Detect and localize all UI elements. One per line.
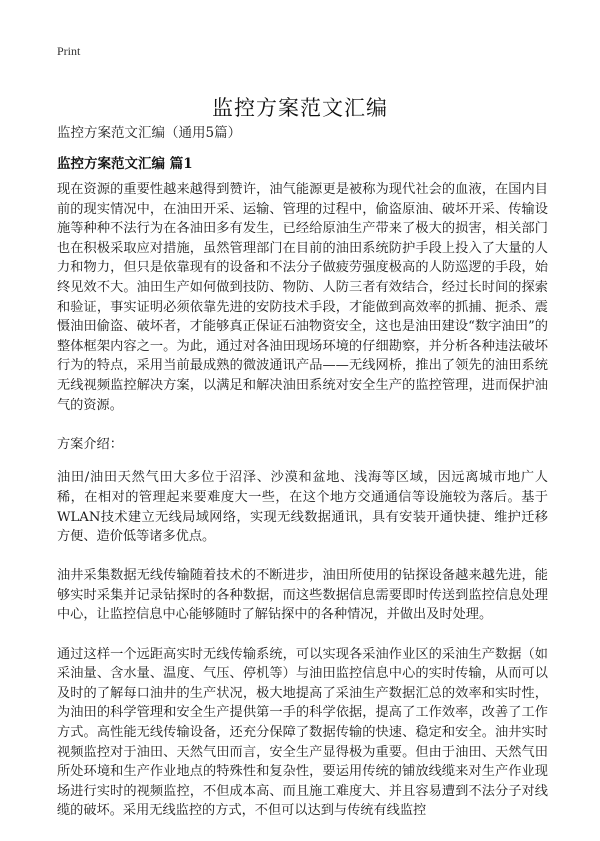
paragraph-data-transmission: 油井采集数据无线传输随着技术的不断进步，油田所使用的钻探设备越来越先进，能够实时采集并记录钻探时的各种数据，而这些数据信息需要即时传送到监控信息处理中心，让监控信息中心能够随时了解钻探中的各种情况，并做出及时处理。 (57, 568, 548, 623)
document-subtitle: 监控方案范文汇编（通用5篇） (57, 125, 242, 141)
print-link[interactable]: Print (57, 44, 81, 58)
section-heading: 监控方案范文汇编 篇1 (57, 156, 193, 172)
document-body (57, 180, 548, 841)
paragraph-plan-label: 方案介绍： (57, 436, 123, 452)
document-title: 监控方案范文汇编 (212, 96, 388, 121)
paragraph-intro: 现在资源的重要性越来越得到赞许，油气能源更是被称为现代社会的血液，在国内目前的现实情况中，在油田开采、运输、管理的过程中，偷盗原油、破坏开采、传输设施等种种不法行为在各油田多有发生，已经给原油生产带来了极大的损害，相关部门也在积极采取应对措施，虽然管理部门在目前的油田系统防护手段上投入了大量的人力和物力，但只是依靠现有的设备和不法分子做疲劳强度极高的人防巡逻的手段，始终见效不大。油田生产如何做到技防、物防、人防三者有效结合，经过长时间的探索和验证，事实证明必须依靠先进的安防技术手段，才能做到高效率的抓捕、扼杀、震慑油田偷盗、破坏者，才能够真正保证石油物资安全，这也是油田建设“数字油田”的整体框架内容之一。为此，通过对各油田现场环境的仔细勘察，并分析各种违法破坏行为的特点，采用当前最成熟的微波通讯产品——无线网桥，推出了领先的油田系统无线视频监控解决方案，以满足和解决油田系统对安全生产的监控管理，进而保护油气的资源。 (57, 182, 548, 413)
paragraph-location: 油田/油田天然气田大多位于沼泽、沙漠和盆地、浅海等区域，因远离城市地广人稀，在相对的管理起来要难度大一些，在这个地方交通通信等设施较为落后。基于WLAN技术建立无线局域网络，实现无线数据通讯，具有安装开通快捷、维护迁移方便、造价低等诸多优点。 (57, 470, 548, 545)
paragraph-realtime-system: 通过这样一个远距高实时无线传输系统，可以实现各采油作业区的采油生产数据（如采油量、含水量、温度、气压、停机等）与油田监控信息中心的实时传输，从而可以及时的了解每口油井的生产状况，极大地提高了采油生产数据汇总的效率和实时性，为油田的科学管理和安全生产提供第一手的科学依据，提高了工作效率，改善了工作方式。高性能无线传输设备，还充分保障了数据传输的快速、稳定和安全。油井实时视频监控对于油田、天然气田而言，安全生产显得极为重要。但由于油田、天然气田所处环境和生产作业地点的特殊性和复杂性，要运用传统的铺放线缆来对生产作业现场进行实时的视频监控，不但成本高、而且施工难度大、并且容易遭到不法分子对线缆的破坏。采用无线监控的方式，不但可以达到与传统有线监控 (57, 646, 548, 819)
